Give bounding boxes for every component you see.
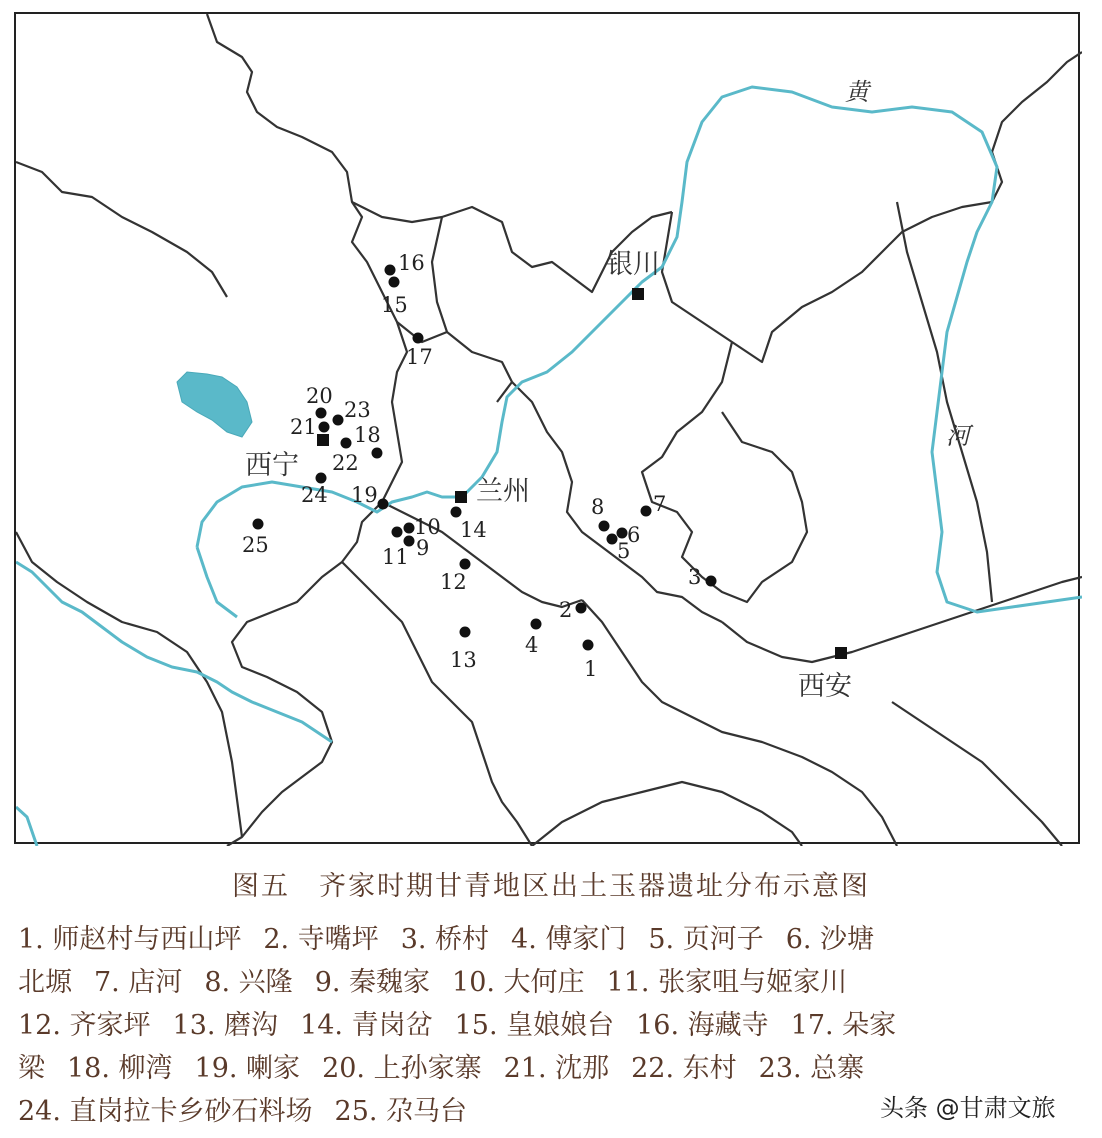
site-dot-1 [583, 640, 594, 651]
site-dot-8 [599, 521, 610, 532]
city-marker-lanzhou [455, 491, 467, 503]
legend-item: 25. 尕马台 [334, 1096, 468, 1127]
legend-item: 9. 秦魏家 [314, 967, 431, 998]
legend-item: 13. 磨沟 [172, 1010, 279, 1041]
site-dot-18 [372, 448, 383, 459]
city-yinchuan [606, 249, 660, 300]
site-dot-7 [641, 506, 652, 517]
figure-caption: 图五 齐家时期甘青地区出土玉器遗址分布示意图 [232, 871, 870, 902]
legend-line [18, 918, 1084, 961]
site-label-10: 10 [414, 515, 441, 539]
site-label-17: 17 [406, 345, 433, 369]
site-dot-23 [333, 415, 344, 426]
legend-line [18, 961, 1084, 1004]
site-dot-25 [253, 519, 264, 530]
site-label-8: 8 [591, 495, 605, 519]
site-label-7: 7 [653, 492, 667, 516]
legend-item: 24. 直岗拉卡乡砂石料场 [18, 1096, 313, 1127]
yellow-river [16, 87, 1082, 846]
city-xining [245, 434, 329, 481]
map-canvas [16, 14, 1082, 846]
legend-item: 10. 大何庄 [452, 967, 585, 998]
city-lanzhou [455, 476, 530, 507]
legend-item: 19. 喇家 [194, 1053, 301, 1084]
legend-item: 15. 皇娘娘台 [454, 1010, 615, 1041]
map-frame [14, 12, 1080, 844]
site-label-19: 19 [351, 483, 378, 507]
legend-item: 21. 沈那 [503, 1053, 610, 1084]
site-dot-10 [404, 523, 415, 534]
site-dot-22 [341, 438, 352, 449]
city-marker-yinchuan [632, 288, 644, 300]
site-dot-13 [460, 627, 471, 638]
city-label-xining: 西宁 [245, 450, 299, 481]
site-label-12: 12 [440, 570, 467, 594]
site-label-6: 6 [627, 523, 641, 547]
site-label-14: 14 [460, 518, 487, 542]
legend-item: 7. 店河 [94, 967, 183, 998]
site-dot-11 [392, 527, 403, 538]
province-borders [16, 14, 1082, 846]
site-label-9: 9 [416, 536, 430, 560]
legend-item: 12. 齐家坪 [18, 1010, 151, 1041]
site-label-11: 11 [382, 545, 409, 569]
legend-item: 8. 兴隆 [204, 967, 293, 998]
city-label-lanzhou: 兰州 [476, 476, 530, 507]
site-label-20: 20 [306, 384, 333, 408]
legend-item: 14. 青岗岔 [300, 1010, 433, 1041]
legend-item: 2. 寺嘴坪 [263, 924, 379, 955]
site-dot-12 [460, 559, 471, 570]
site-dot-15 [389, 277, 400, 288]
legend-item: 18. 柳湾 [67, 1053, 173, 1084]
legend-item: 梁 [18, 1053, 45, 1084]
city-marker-xining [317, 434, 329, 446]
legend-item: 北塬 [18, 967, 72, 998]
legend-line [18, 1004, 1084, 1047]
site-dot-19 [378, 499, 389, 510]
site-label-2: 2 [559, 598, 573, 622]
legend-item: 6. 沙塘 [785, 924, 875, 955]
site-dot-14 [451, 507, 462, 518]
legend-item: 17. 朵家 [790, 1010, 897, 1041]
river-label-2: 河 [946, 422, 970, 450]
site-label-5: 5 [617, 539, 631, 563]
site-dot-4 [531, 619, 542, 630]
site-dot-6 [617, 528, 628, 539]
qinghai-lake [177, 372, 252, 437]
city-xian [798, 647, 852, 702]
site-label-23: 23 [344, 398, 371, 422]
city-marker-xian [835, 647, 847, 659]
site-label-22: 22 [332, 451, 359, 475]
legend-line [18, 1047, 1084, 1090]
site-label-21: 21 [290, 415, 317, 439]
legend-item: 3. 桥村 [400, 924, 490, 955]
site-dot-2 [576, 603, 587, 614]
legend-item: 22. 东村 [631, 1053, 737, 1084]
site-dot-3 [706, 576, 717, 587]
legend-item: 23. 总寨 [758, 1053, 865, 1084]
river-label-1: 黄 [845, 78, 869, 106]
site-dot-17 [413, 333, 424, 344]
legend-item: 20. 上孙家寨 [322, 1053, 482, 1084]
site-label-15: 15 [381, 293, 408, 317]
legend-item: 1. 师赵村与西山坪 [18, 924, 242, 955]
site-label-24: 24 [301, 483, 328, 507]
site-dot-21 [319, 422, 330, 433]
city-label-yinchuan: 银川 [606, 249, 660, 280]
city-label-xian: 西安 [798, 671, 852, 702]
legend-item: 4. 傅家门 [511, 924, 627, 955]
site-label-13: 13 [450, 648, 477, 672]
site-label-16: 16 [398, 251, 425, 275]
legend-item: 5. 页河子 [648, 924, 764, 955]
site-label-18: 18 [354, 423, 381, 447]
site-dot-24 [316, 473, 327, 484]
legend-item: 16. 海藏寺 [636, 1010, 769, 1041]
site-label-4: 4 [525, 633, 539, 657]
site-label-1: 1 [584, 657, 598, 681]
site-label-3: 3 [688, 565, 702, 589]
site-dot-5 [607, 534, 618, 545]
watermark: 头条 @甘肃文旅 [876, 1086, 1060, 1125]
site-label-25: 25 [242, 533, 269, 557]
site-dot-16 [385, 265, 396, 276]
site-markers [242, 251, 717, 681]
legend-item: 11. 张家咀与姬家川 [606, 967, 848, 998]
site-dot-20 [316, 408, 327, 419]
